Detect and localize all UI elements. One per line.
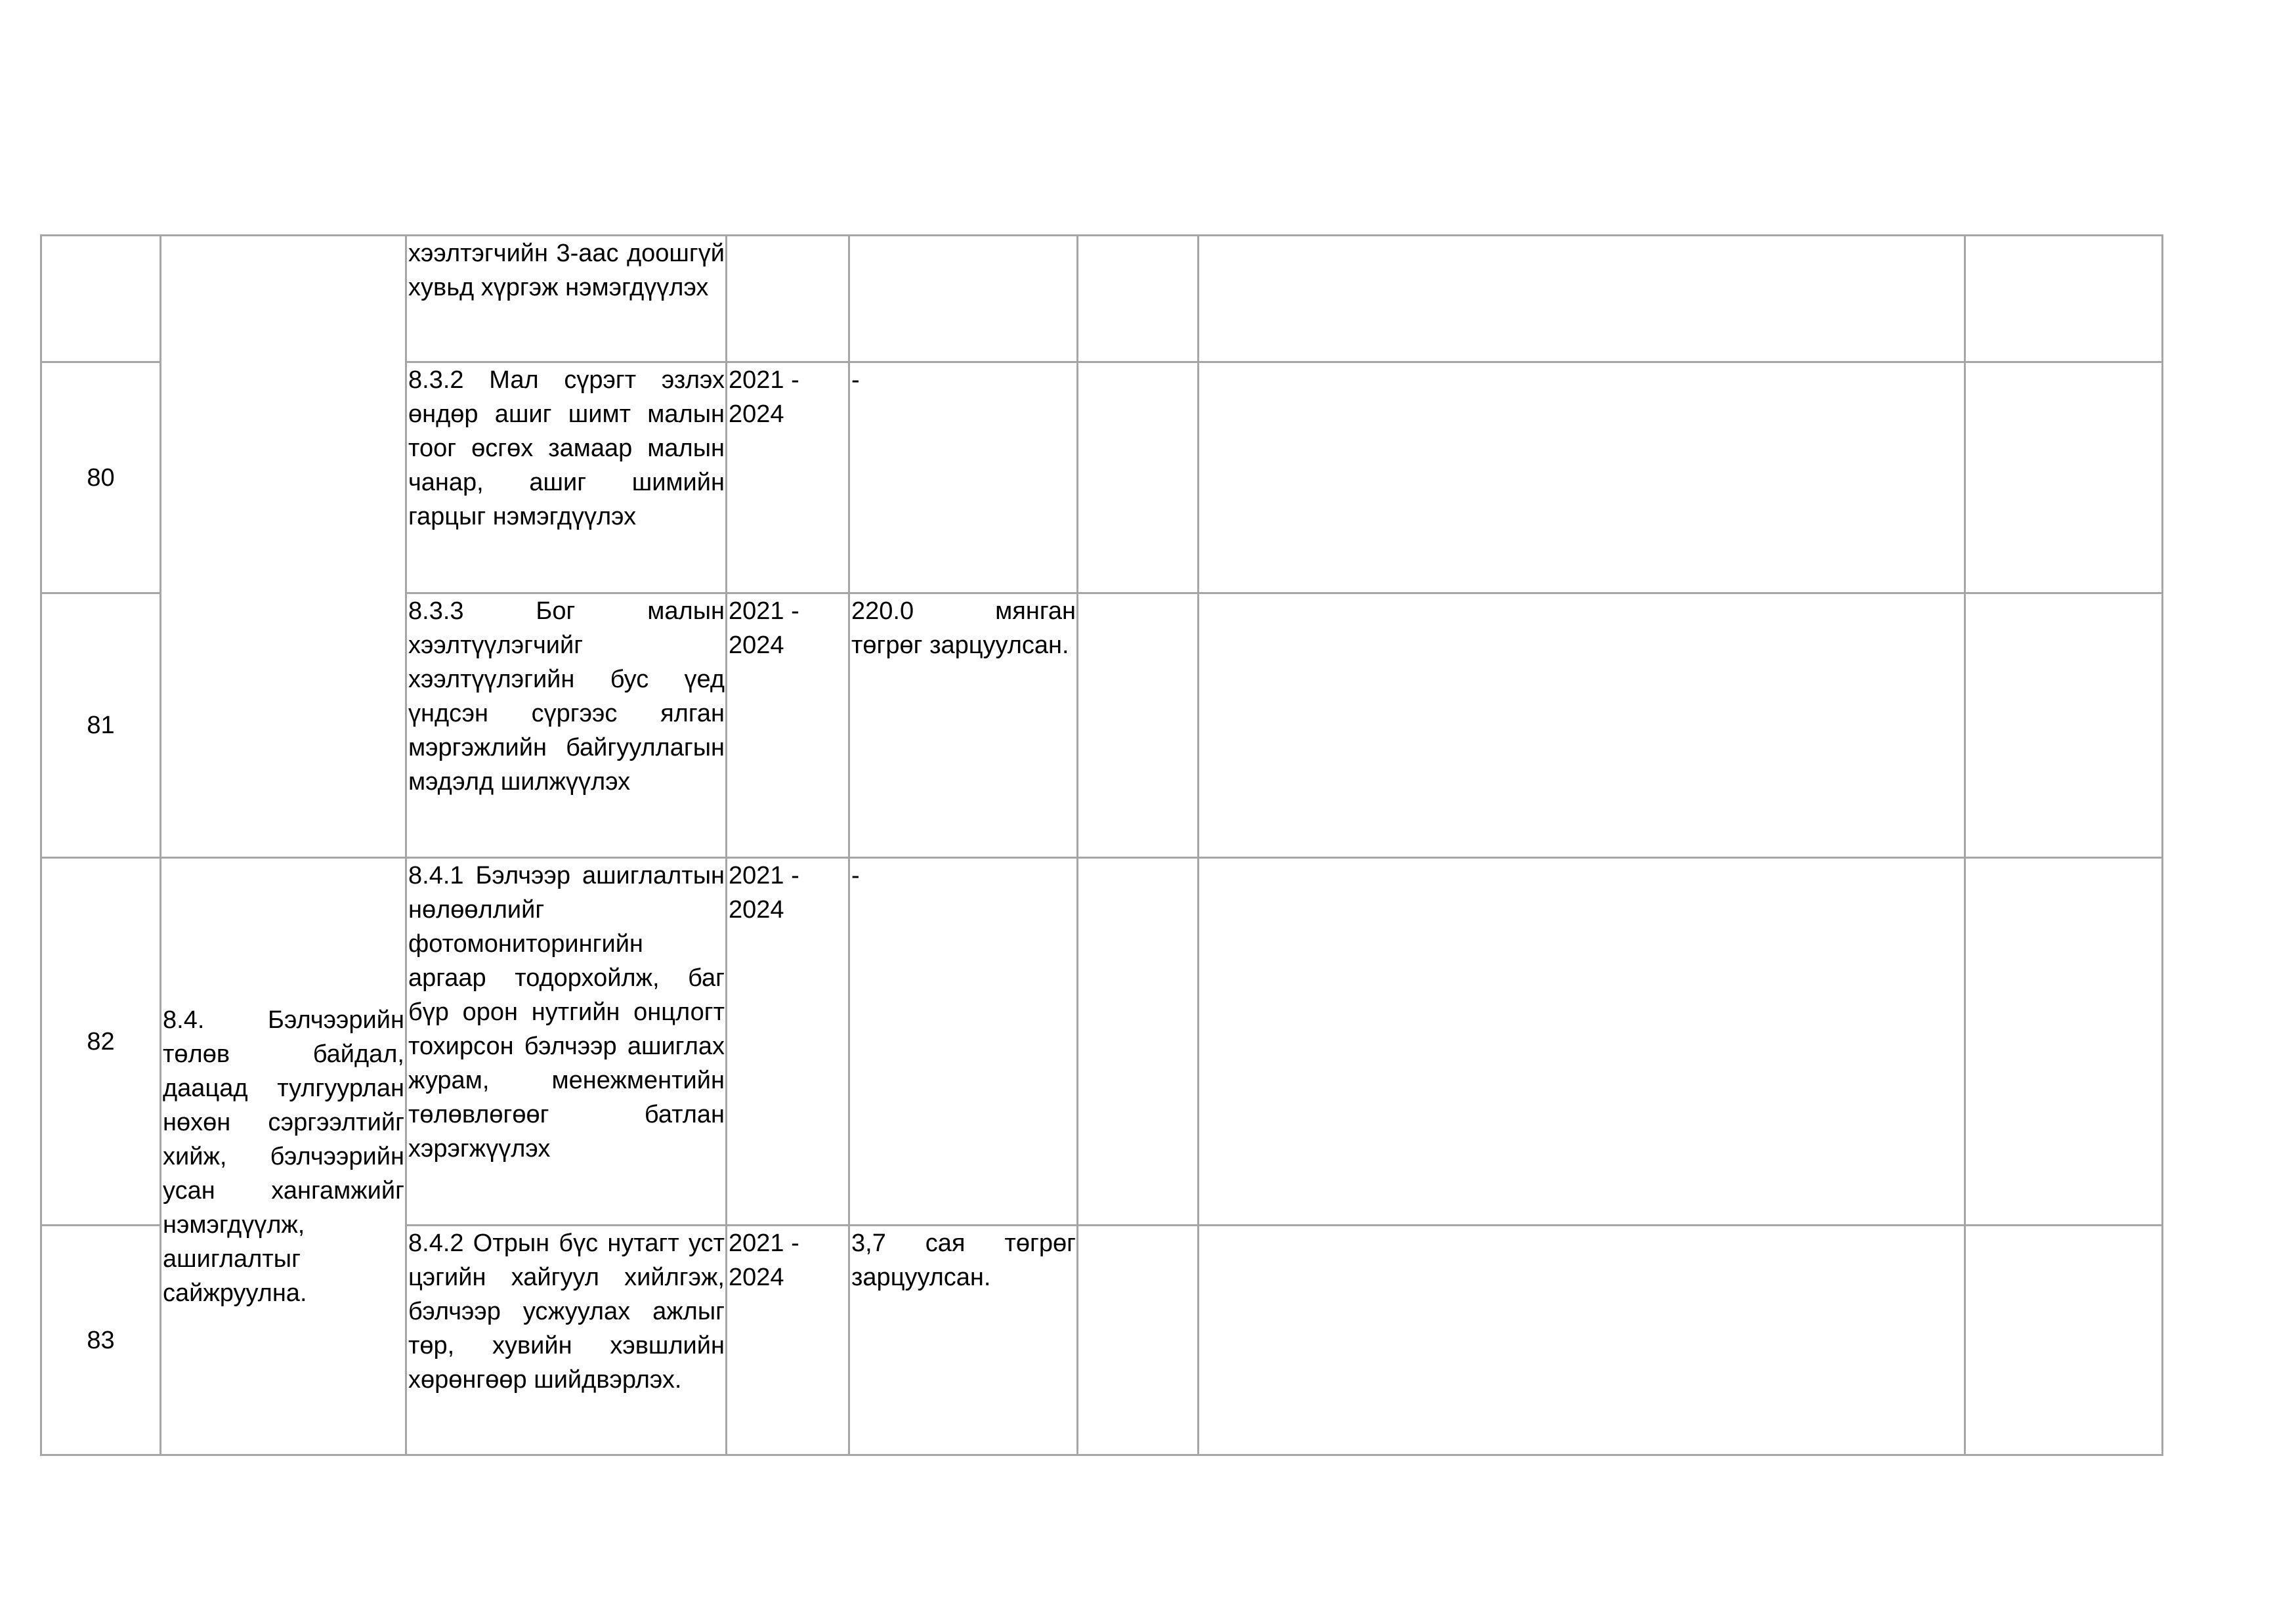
empty-cell xyxy=(1199,858,1965,1226)
empty-cell xyxy=(1078,362,1199,593)
empty-cell xyxy=(1078,1226,1199,1455)
row-number-cell: 81 xyxy=(41,593,161,858)
row-number-cell: 83 xyxy=(41,1226,161,1455)
goal-cell-empty xyxy=(161,236,406,858)
empty-cell xyxy=(1965,362,2163,593)
row-number-cell: 80 xyxy=(41,362,161,593)
result-cell: 220.0 мянган төгрөг зарцуулсан. xyxy=(849,593,1078,858)
activity-cell: 8.4.1 Бэлчээр ашиглалтын нөлөөллийг фотомониторингийн аргаар тодорхойлж, баг бүр орон нутгийн онцлогт тохирсон бэлчээр ашиглах журам, менежментийн төлөвлөгөөг батлан хэрэгжүүлэх xyxy=(406,858,727,1226)
activity-cell: 8.4.2 Отрын бүс нутагт уст цэгийн хайгуул хийлгэж, бэлчээр усжуулах ажлыг төр, хувийн хэвшлийн хөрөнгөөр шийдвэрлэх. xyxy=(406,1226,727,1455)
result-cell xyxy=(849,236,1078,362)
activity-cell: хээлтэгчийн 3-аас доошгүй хувьд хүргэж нэмэгдүүлэх xyxy=(406,236,727,362)
row-number-cell xyxy=(41,236,161,362)
empty-cell xyxy=(1078,236,1199,362)
empty-cell xyxy=(1965,593,2163,858)
empty-cell xyxy=(1199,1226,1965,1455)
period-cell: 2021 - 2024 xyxy=(727,858,849,1226)
period-cell: 2021 - 2024 xyxy=(727,1226,849,1455)
period-cell: 2021 - 2024 xyxy=(727,593,849,858)
empty-cell xyxy=(1199,362,1965,593)
empty-cell xyxy=(1199,593,1965,858)
table-row xyxy=(41,236,2163,362)
empty-cell xyxy=(1965,1226,2163,1455)
activity-cell: 8.3.2 Мал сүрэгт эзлэх өндөр ашиг шимт малын тоог өсгөх замаар малын чанар, ашиг шимийн гарцыг нэмэгдүүлэх xyxy=(406,362,727,593)
row-number-cell: 82 xyxy=(41,858,161,1226)
goal-cell: 8.4. Бэлчээрийн төлөв байдал, даацад тулгуурлан нөхөн сэргээлтийг хийж, бэлчээрийн усан хангамжийг нэмэгдүүлж, ашиглалтыг сайжруулна. xyxy=(161,858,406,1455)
empty-cell xyxy=(1965,236,2163,362)
empty-cell xyxy=(1078,593,1199,858)
result-cell: - xyxy=(849,362,1078,593)
result-cell: - xyxy=(849,858,1078,1226)
activity-cell: 8.3.3 Бог малын хээлтүүлэгчийг хээлтүүлэгийн бус үед үндсэн сүргээс ялган мэргэжлийн байгууллагын мэдэлд шилжүүлэх xyxy=(406,593,727,858)
period-cell xyxy=(727,236,849,362)
empty-cell xyxy=(1078,858,1199,1226)
plan-table xyxy=(40,234,2163,1456)
result-cell: 3,7 сая төгрөг зарцуулсан. xyxy=(849,1226,1078,1455)
empty-cell xyxy=(1965,858,2163,1226)
period-cell: 2021 - 2024 xyxy=(727,362,849,593)
table-row xyxy=(41,858,2163,1226)
empty-cell xyxy=(1199,236,1965,362)
